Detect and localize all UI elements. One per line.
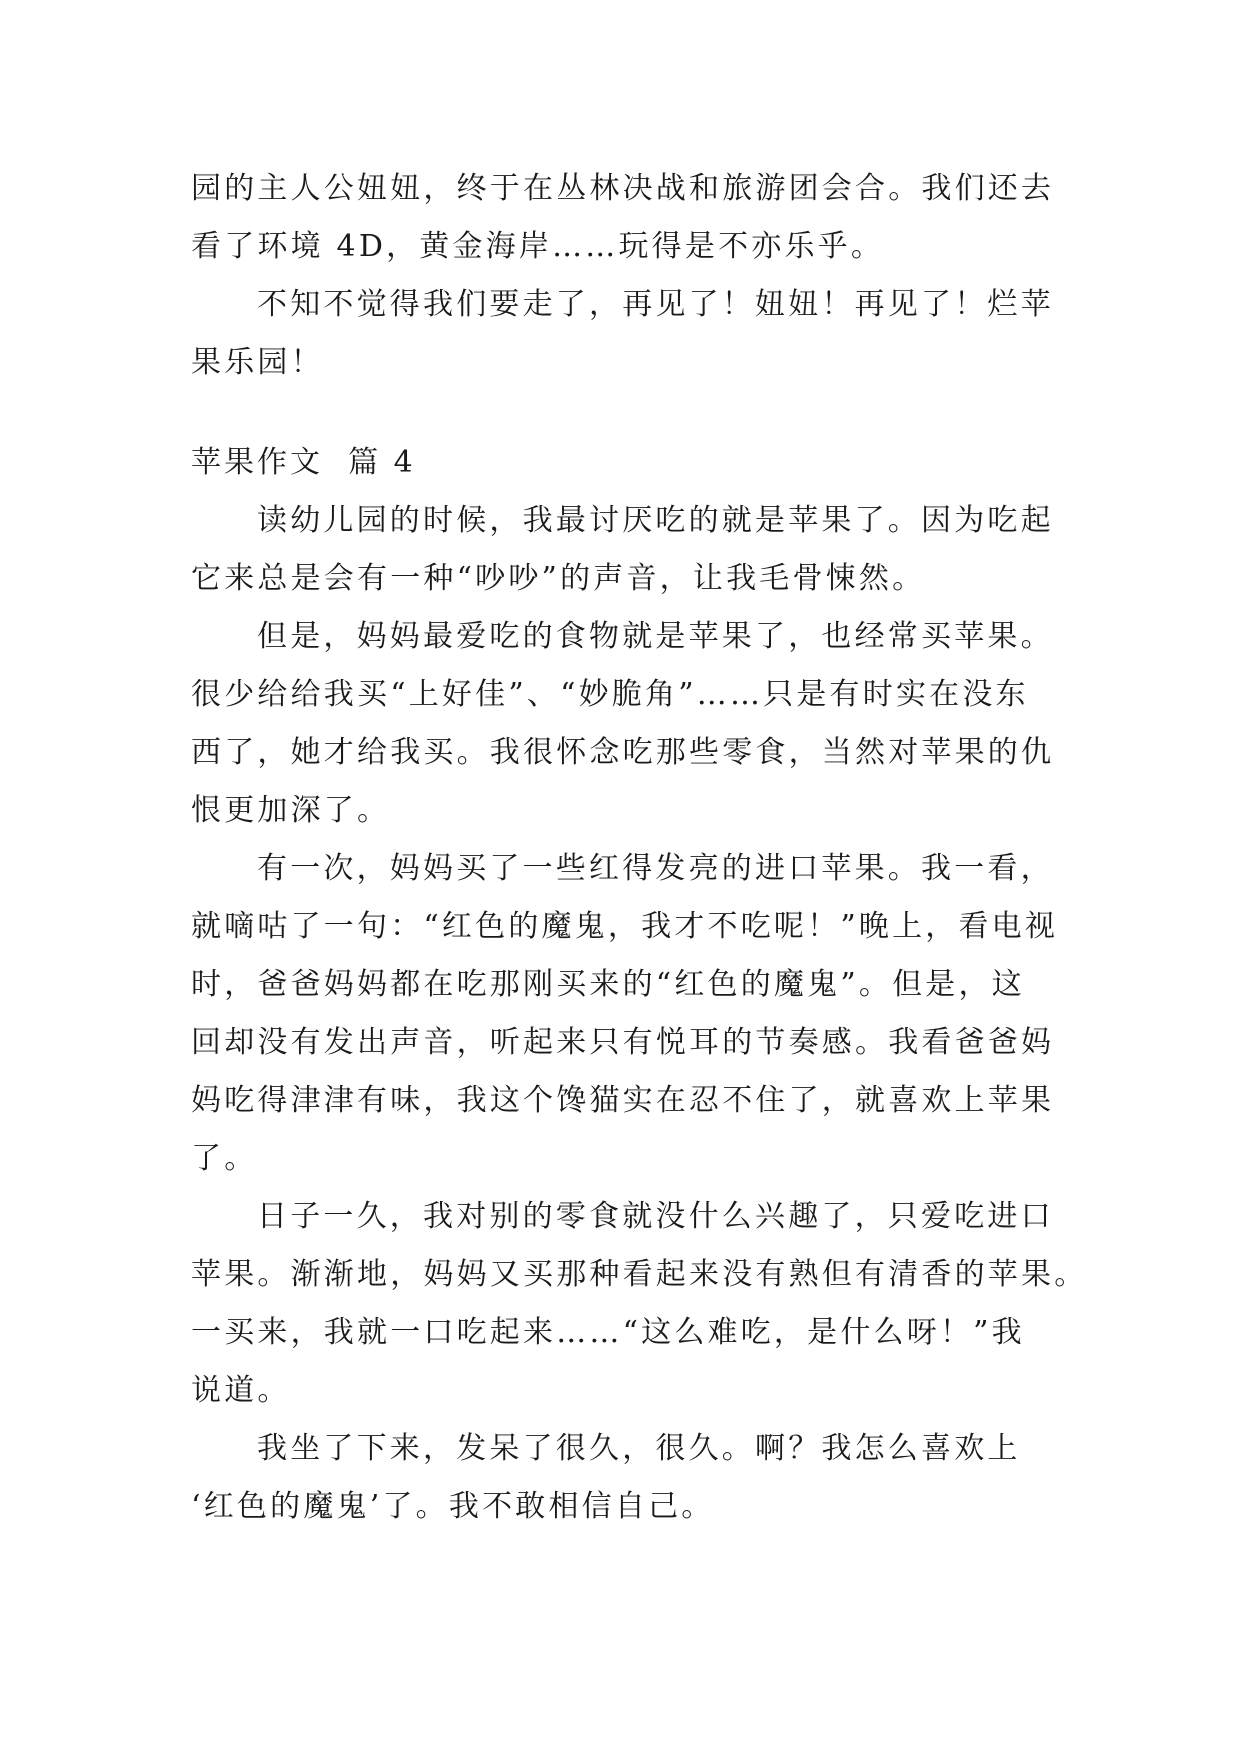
text-line: 说道。: [191, 1373, 291, 1408]
text-line: 果乐园！: [191, 345, 324, 380]
text-line: 看了环境 4D，黄金海岸……玩得是不亦乐乎。: [191, 229, 885, 264]
text-line: 就嘀咕了一句：“红色的魔鬼，我才不吃呢！”晚上，看电视: [191, 909, 1059, 944]
text-line: 读幼儿园的时候，我最讨厌吃的就是苹果了。因为吃起: [257, 503, 1054, 538]
text-line: 苹果。渐渐地，妈妈又买那种看起来没有熟但有清香的苹果。: [191, 1257, 1088, 1292]
paragraph-2: [191, 608, 1061, 840]
paragraph-5: [191, 1420, 1061, 1536]
text-line: 了。: [191, 1141, 258, 1176]
text-line: 日子一久，我对别的零食就没什么兴趣了，只爱吃进口: [257, 1199, 1054, 1234]
text-line: 很少给给我买“上好佳”、“妙脆角”……只是有时实在没东: [191, 677, 1029, 712]
text-line: 不知不觉得我们要走了，再见了！妞妞！再见了！烂苹: [257, 287, 1054, 322]
text-line: 有一次，妈妈买了一些红得发亮的进口苹果。我一看，: [257, 851, 1054, 886]
text-line: 回却没有发出声音，听起来只有悦耳的节奏感。我看爸爸妈: [191, 1025, 1055, 1060]
text-line: 西了，她才给我买。我很怀念吃那些零食，当然对苹果的仇: [191, 735, 1055, 770]
text-line: 但是，妈妈最爱吃的食物就是苹果了，也经常买苹果。: [257, 619, 1054, 654]
text-line: 我坐了下来，发呆了很久，很久。啊？我怎么喜欢上: [257, 1431, 1021, 1466]
text-line: 恨更加深了。: [191, 793, 391, 828]
text-line: 时，爸爸妈妈都在吃那刚买来的“红色的魔鬼”。但是，这: [191, 967, 1025, 1002]
text-line: 它来总是会有一种“吵吵”的声音，让我毛骨悚然。: [191, 561, 926, 596]
paragraph-continuation: [191, 160, 1061, 276]
paragraph-1: [191, 492, 1061, 608]
section-title: 苹果作文 篇 4: [191, 445, 416, 480]
text-line: 园的主人公妞妞，终于在丛林决战和旅游团会合。我们还去: [191, 171, 1055, 206]
text-line: 妈吃得津津有味，我这个馋猫实在忍不住了，就喜欢上苹果: [191, 1083, 1055, 1118]
document-body: [191, 160, 1088, 1536]
paragraph-4: [191, 1188, 1088, 1420]
text-line: ‘红色的魔鬼’了。我不敢相信自己。: [191, 1489, 715, 1524]
paragraph-3: [191, 840, 1061, 1188]
section-spacer: [191, 392, 1061, 434]
paragraph-farewell: [191, 276, 1061, 392]
text-line: 一买来，我就一口吃起来……“这么难吃，是什么呀！”我: [191, 1315, 1025, 1350]
